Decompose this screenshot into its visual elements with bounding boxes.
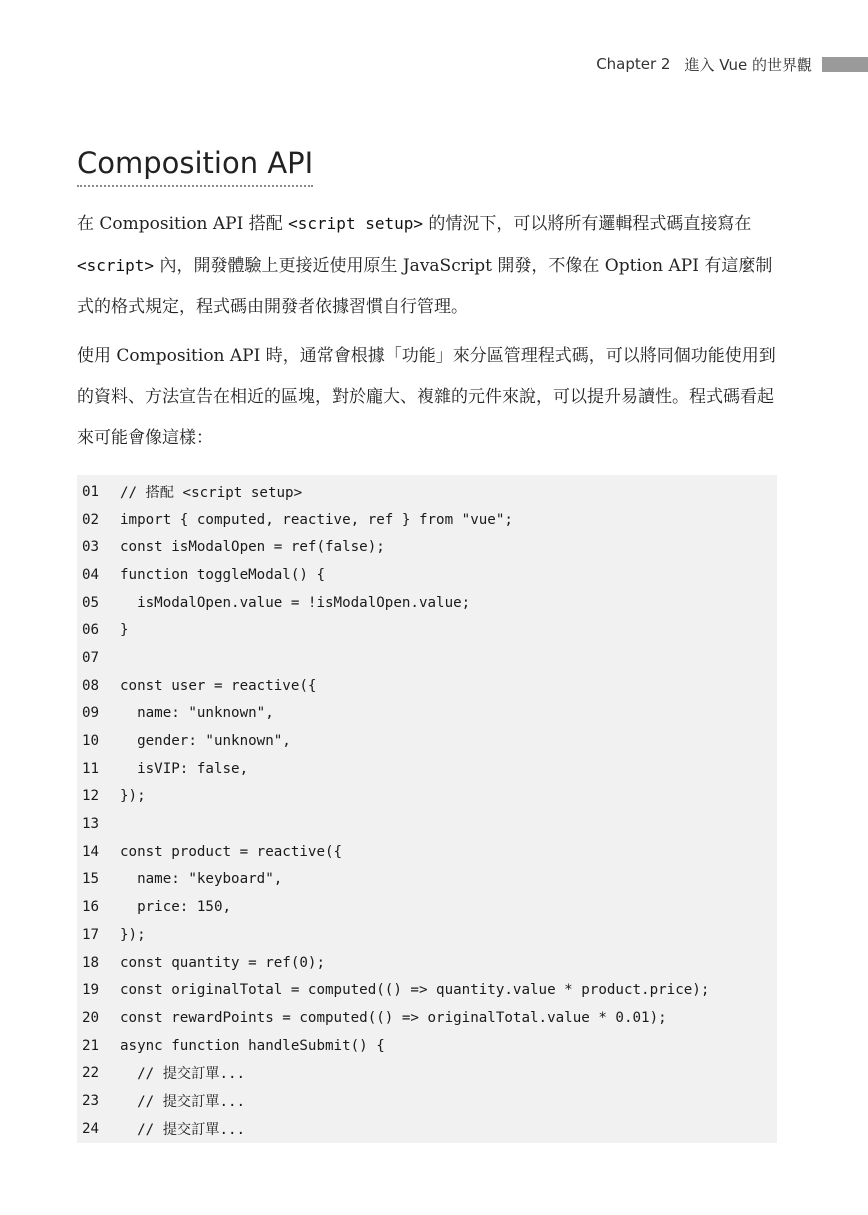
code-text: // 提交訂單... [120, 1066, 246, 1083]
code-line [77, 533, 777, 561]
code-line [77, 700, 777, 728]
line-number: 13 [82, 816, 100, 833]
paragraph-usage: 使用 Composition API 時，通常會根據「功能」來分區管理程式碼，可以將同個功能使用到的資料、方法宣告在相近的區塊，對於龐大、複雜的元件來說，可以提升易讀性。程式碼看起來可能會像這樣： [77, 346, 776, 448]
code-text: }); [120, 926, 146, 943]
code-text: }); [120, 788, 146, 805]
line-number: 24 [82, 1120, 100, 1137]
code-line [77, 616, 777, 644]
line-number: 06 [82, 622, 100, 639]
code-text: price: 150, [120, 899, 232, 916]
code-text: // 提交訂單... [120, 1121, 246, 1138]
line-number: 17 [82, 926, 100, 943]
code-text: const rewardPoints = computed(() => originalTotal.value * 0.01); [120, 1009, 667, 1026]
code-text: name: "unknown", [120, 705, 274, 722]
code-line [77, 755, 777, 783]
line-number: 05 [82, 594, 100, 611]
line-number: 18 [82, 954, 100, 971]
code-line [77, 949, 777, 977]
code-text: } [120, 622, 129, 639]
line-number: 20 [82, 1009, 100, 1026]
code-line [77, 866, 777, 894]
code-text: const originalTotal = computed(() => quantity.value * product.price); [120, 982, 710, 999]
paragraph-intro-text-2: 的情況下，可以將所有邏輯程式碼直接寫在 [423, 214, 752, 234]
code-line [77, 727, 777, 755]
code-line [77, 589, 777, 617]
code-line [77, 921, 777, 949]
code-line [77, 672, 777, 700]
code-line [77, 478, 777, 506]
code-text: const isModalOpen = ref(false); [120, 539, 385, 556]
chapter-label: Chapter 2 [596, 55, 671, 73]
code-line [77, 893, 777, 921]
code-line [77, 783, 777, 811]
line-number: 22 [82, 1065, 100, 1082]
code-text: const quantity = ref(0); [120, 954, 325, 971]
line-number: 10 [82, 733, 100, 750]
code-text: import { computed, reactive, ref } from "vue"; [120, 511, 513, 528]
line-number: 04 [82, 566, 100, 583]
code-line [77, 838, 777, 866]
code-text: isVIP: false, [120, 760, 249, 777]
chapter-title: 進入 Vue 的世界觀 [684, 55, 812, 74]
code-line [77, 644, 777, 672]
code-line [77, 810, 777, 838]
section-title: Composition API [77, 146, 313, 187]
code-text: function toggleModal() { [120, 566, 325, 583]
inline-code-script: <script> [77, 256, 155, 275]
code-text: isModalOpen.value = !isModalOpen.value; [120, 594, 471, 611]
line-number: 21 [82, 1037, 100, 1054]
paragraph-intro [77, 203, 779, 328]
line-number: 23 [82, 1092, 100, 1109]
line-number: 12 [82, 788, 100, 805]
code-line [77, 1004, 777, 1032]
code-line [77, 976, 777, 1004]
line-number: 09 [82, 705, 100, 722]
line-number: 03 [82, 539, 100, 556]
code-text: const user = reactive({ [120, 677, 317, 694]
line-number: 15 [82, 871, 100, 888]
line-number: 11 [82, 760, 100, 777]
code-line [77, 1087, 777, 1115]
code-text: async function handleSubmit() { [120, 1037, 385, 1054]
code-line [77, 1032, 777, 1060]
code-text: // 提交訂單... [120, 1093, 246, 1110]
code-text: const product = reactive({ [120, 843, 343, 860]
line-number: 14 [82, 843, 100, 860]
line-number: 02 [82, 511, 100, 528]
code-text: gender: "unknown", [120, 733, 291, 750]
paragraph-intro-text-1: 在 Composition API 搭配 [77, 214, 289, 234]
code-block [77, 475, 777, 1143]
code-line [77, 1115, 777, 1143]
running-header [596, 53, 868, 75]
line-number: 19 [82, 982, 100, 999]
line-number: 07 [82, 649, 100, 666]
code-line [77, 561, 777, 589]
line-number: 16 [82, 899, 100, 916]
code-text: name: "keyboard", [120, 871, 283, 888]
inline-code-script-setup: <script setup> [288, 214, 423, 233]
code-line [77, 1059, 777, 1087]
line-number: 08 [82, 677, 100, 694]
code-line [77, 506, 777, 534]
header-tab-bar [822, 57, 868, 72]
code-text: // 搭配 <script setup> [120, 484, 303, 501]
line-number: 01 [82, 483, 100, 500]
paragraph-intro-text-3: 內，開發體驗上更接近使用原生 JavaScript 開發，不像在 Option API 有這麼制式的格式規定，程式碼由開發者依據習慣自行管理。 [77, 256, 773, 317]
